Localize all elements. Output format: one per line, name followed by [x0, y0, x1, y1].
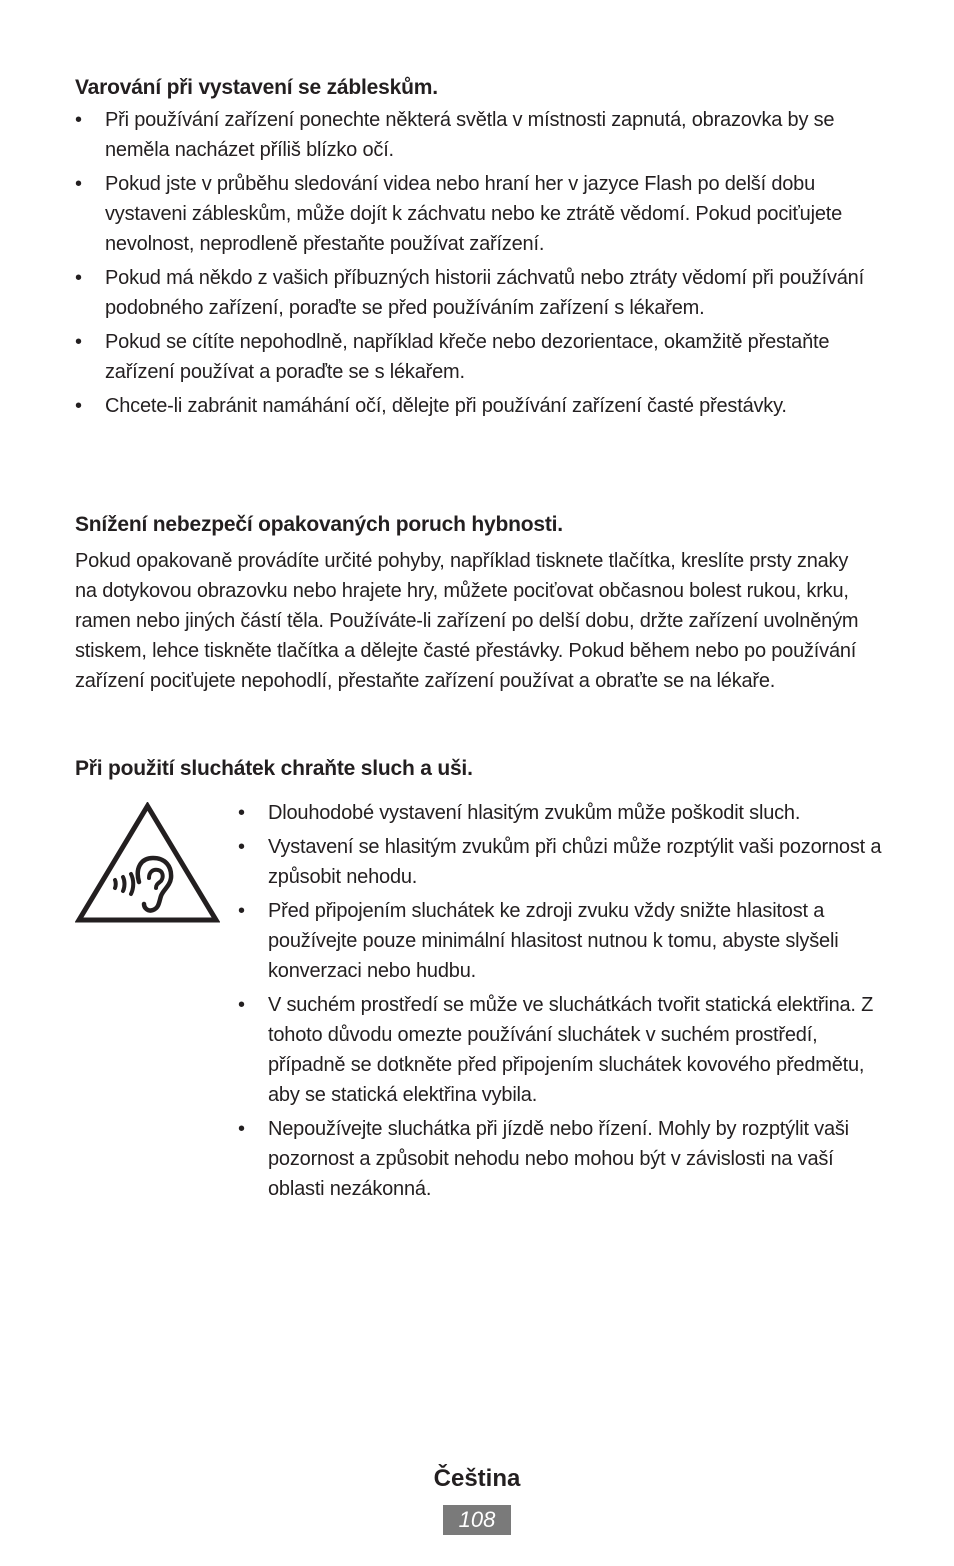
- list-item: • Pokud se cítíte nepohodlně, například křeče nebo dezorientace, okamžitě přestaňte zařízení používat a poraďte se s lékařem.: [75, 327, 875, 387]
- list-item: • Vystavení se hlasitým zvukům při chůzi může rozptýlit vaši pozornost a způsobit nehodu.: [238, 832, 883, 892]
- list-item: • Před připojením sluchátek ke zdroji zvuku vždy snižte hlasitost a používejte pouze minimální hlasitost nutnou k tomu, abyste slyšeli konverzaci nebo hudbu.: [238, 896, 883, 986]
- list-item: • Pokud jste v průběhu sledování videa nebo hraní her v jazyce Flash po delší dobu vystaveni zábleskům, může dojít k záchvatu nebo ke ztrátě vědomí. Pokud pociťujete nevolnost, neprodleně přestaňte používat zařízení.: [75, 169, 875, 259]
- headphones-bullets: [238, 798, 883, 1208]
- list-item: • Při používání zařízení ponechte některá světla v místnosti zapnutá, obrazovka by se neměla nacházet příliš blízko očí.: [75, 105, 875, 165]
- bullet-list: [75, 105, 875, 421]
- list-item: • Chcete-li zabránit namáhání očí, dělejte při používání zařízení časté přestávky.: [75, 391, 875, 421]
- ear-warning-icon: [75, 802, 220, 924]
- section-heading: Při použití sluchátek chraňte sluch a uši.: [75, 757, 473, 780]
- list-item: • Dlouhodobé vystavení hlasitým zvukům může poškodit sluch.: [238, 798, 883, 828]
- section-paragraph: Pokud opakovaně provádíte určité pohyby, například tisknete tlačítka, kreslíte prsty znaky na dotykovou obrazovku nebo hrajete hry, můžete pociťovat občasnou bolest rukou, krku, ramen nebo jiných částí těla. Používáte-li zařízení po delší dobu, držte zařízení uvolněným stiskem, lehce tiskněte tlačítka a dělejte časté přestávky. Pokud během nebo po používání zařízení pociťujete nepohodlí, přestaňte zařízení používat a obraťte se na lékaře.: [75, 550, 859, 692]
- list-item: • Nepoužívejte sluchátka při jízdě nebo řízení. Mohly by rozptýlit vaši pozornost a způsobit nehodu nebo mohou být v závislosti na vaší oblasti nezákonná.: [238, 1114, 883, 1204]
- list-item: • V suchém prostředí se může ve sluchátkách tvořit statická elektřina. Z tohoto důvodu omezte používání sluchátek v suchém prostředí, případně se dotkněte před připojením sluchátek kovového předmětu, aby se statická elektřina vybila.: [238, 990, 883, 1110]
- footer-language: Čeština: [433, 1465, 521, 1492]
- section-heading: Snížení nebezpečí opakovaných poruch hybnosti.: [75, 513, 563, 536]
- section-repetitive-motion: [75, 510, 875, 696]
- section-flash-warning: [75, 73, 875, 425]
- section-headphones: [75, 754, 875, 784]
- section-heading: Varování při vystavení se zábleskům.: [75, 76, 438, 99]
- list-item: • Pokud má někdo z vašich příbuzných historii záchvatů nebo ztráty vědomí při používání podobného zařízení, poraďte se před používáním zařízení s lékařem.: [75, 263, 875, 323]
- bullet-list: [238, 798, 883, 1204]
- page-number: 108: [443, 1505, 511, 1535]
